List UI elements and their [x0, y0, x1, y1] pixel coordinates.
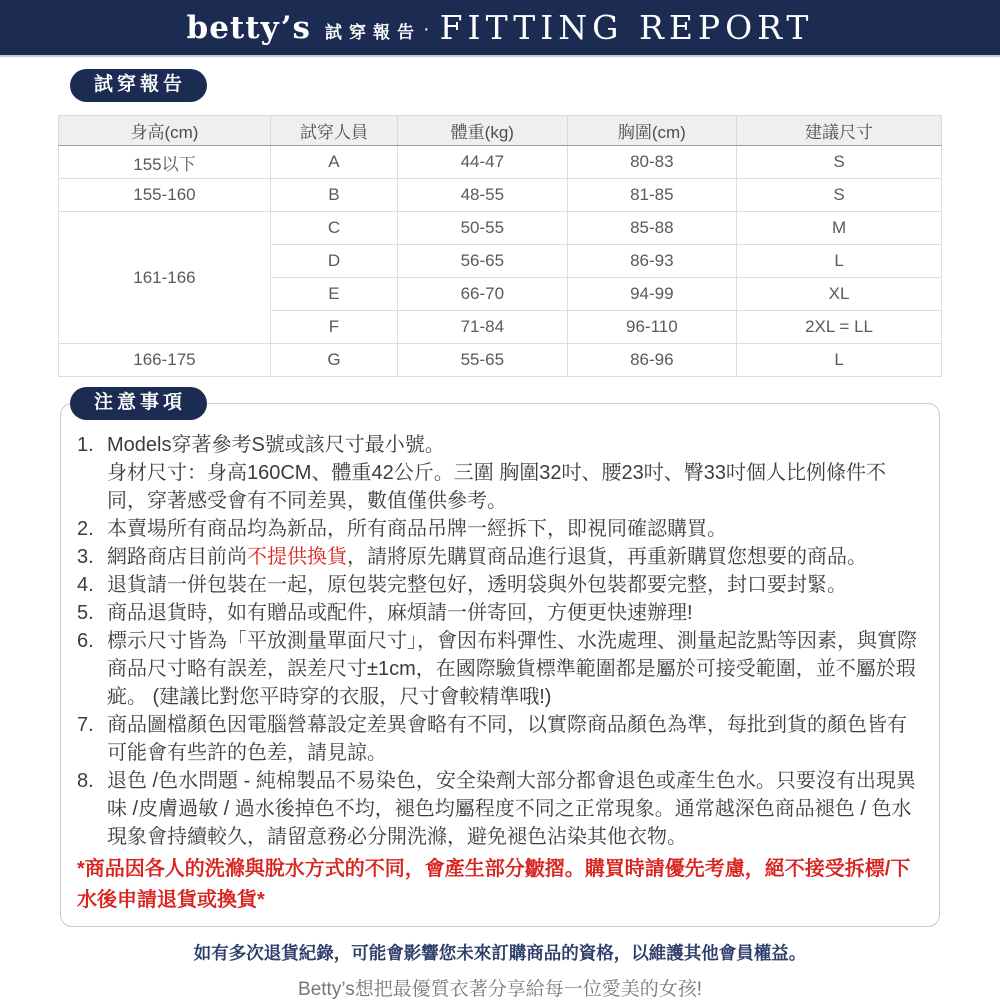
note-number: 7. [77, 714, 94, 736]
note-item [77, 627, 923, 711]
size-table-header-cell: 胸圍(cm) [567, 116, 737, 146]
table-cell: 71-84 [398, 311, 568, 344]
table-cell: XL [737, 278, 942, 311]
header-subtitle-en: FITTING REPORT [439, 8, 814, 47]
size-table-header-cell: 體重(kg) [398, 116, 568, 146]
note-number: 3. [77, 546, 94, 568]
note-number: 4. [77, 574, 94, 596]
note-paragraph [107, 627, 923, 711]
table-cell: S [737, 179, 942, 212]
note-text: 網路商店目前尚 [107, 546, 247, 568]
table-cell: 55-65 [398, 344, 568, 377]
warning-text: *商品因各人的洗滌與脫水方式的不同，會產生部分皺摺。購買時請優先考慮，絕不接受拆標/下水後申請退貨或換貨* [77, 858, 911, 911]
table-cell: S [737, 146, 942, 179]
note-item [77, 571, 923, 599]
table-row [59, 212, 942, 245]
header-bar [0, 0, 1000, 57]
note-item [77, 543, 923, 571]
note-paragraph [107, 711, 923, 767]
note-body [107, 515, 923, 543]
note-item [77, 767, 923, 851]
note-paragraph [107, 599, 923, 627]
note-body [107, 767, 923, 851]
table-cell: A [270, 146, 397, 179]
note-item [77, 599, 923, 627]
note-item [77, 711, 923, 767]
height-cell: 155-160 [59, 179, 271, 212]
header-dot-separator: · [422, 18, 430, 40]
note-paragraph [107, 767, 923, 851]
note-number: 8. [77, 770, 94, 792]
table-cell: 56-65 [398, 245, 568, 278]
table-cell: 2XL = LL [737, 311, 942, 344]
height-cell: 166-175 [59, 344, 271, 377]
notes-badge: 注意事項 [70, 387, 207, 420]
table-cell: 50-55 [398, 212, 568, 245]
table-row [59, 344, 942, 377]
table-cell: 86-96 [567, 344, 737, 377]
table-cell: M [737, 212, 942, 245]
note-text: 標示尺寸皆為「平放測量單面尺寸」，會因布料彈性、水洗處理、測量起訖點等因素，與實際商品尺寸略有誤差，誤差尺寸±1cm，在國際驗貨標準範圍都是屬於可接受範圍，並不屬於瑕疵。 (建議比對您平時穿的衣服，尺寸會較精準哦!) [107, 630, 917, 708]
note-text: 身材尺寸：身高160CM、體重42公斤。三圍 胸圍32吋、腰23吋、臀33吋個人比例條件不同，穿著感受會有不同差異，數值僅供參考。 [107, 462, 887, 512]
note-highlight-red: 不提供換貨 [247, 546, 347, 568]
header-subtitle-zh: 試穿報告 [324, 23, 421, 42]
note-paragraph [107, 571, 923, 599]
table-cell: G [270, 344, 397, 377]
table-cell: F [270, 311, 397, 344]
table-cell: 86-93 [567, 245, 737, 278]
table-cell: 66-70 [398, 278, 568, 311]
note-text: 商品退貨時，如有贈品或配件，麻煩請一併寄回，方便更快速辦理! [107, 602, 693, 624]
note-paragraph [107, 543, 923, 571]
table-cell: 81-85 [567, 179, 737, 212]
note-paragraph [107, 431, 923, 459]
note-number: 1. [77, 434, 94, 456]
note-text: 本賣場所有商品均為新品，所有商品吊牌一經拆下，即視同確認購買。 [107, 518, 727, 540]
note-text: 退貨請一併包裝在一起，原包裝完整包好，透明袋與外包裝都要完整，封口要封緊。 [107, 574, 847, 596]
note-body [107, 543, 923, 571]
note-number: 5. [77, 602, 94, 624]
table-cell: C [270, 212, 397, 245]
note-paragraph [107, 515, 923, 543]
table-cell: 96-110 [567, 311, 737, 344]
size-table-header-cell: 建議尺寸 [737, 116, 942, 146]
footer-slogan: Betty’s想把最優質衣著分享給每一位愛美的女孩! [298, 979, 702, 1000]
size-table-header-cell: 試穿人員 [270, 116, 397, 146]
table-cell: 94-99 [567, 278, 737, 311]
note-text: 商品圖檔顏色因電腦營幕設定差異會略有不同，以實際商品顏色為準，每批到貨的顏色皆有可能會有些許的色差，請見諒。 [107, 714, 907, 764]
footer-policy: 如有多次退貨紀錄，可能會影響您未來訂購商品的資格，以維護其他會員權益。 [193, 943, 807, 963]
note-body [107, 599, 923, 627]
note-text: Models穿著參考S號或該尺寸最小號。 [107, 434, 445, 456]
note-body [107, 431, 923, 515]
height-cell: 155以下 [59, 146, 271, 179]
table-row [59, 146, 942, 179]
table-cell: B [270, 179, 397, 212]
note-item [77, 515, 923, 543]
note-text: 退色 /色水問題 - 純棉製品不易染色，安全染劑大部分都會退色或產生色水。只要沒有出現異味 /皮膚過敏 / 過水後掉色不均，褪色均屬程度不同之正常現象。通常越深色商品褪色 / 色水現象會持續較久，請留意務必分開洗滌，避免褪色沾染其他衣物。 [107, 770, 916, 848]
table-cell: 44-47 [398, 146, 568, 179]
table-cell: E [270, 278, 397, 311]
size-table-header-cell: 身高(cm) [59, 116, 271, 146]
brand-logo: betty’s [186, 9, 311, 46]
note-number: 2. [77, 518, 94, 540]
table-cell: L [737, 245, 942, 278]
note-paragraph [107, 459, 923, 515]
fitting-report-badge: 試穿報告 [70, 69, 207, 102]
table-cell: 80-83 [567, 146, 737, 179]
note-text: ，請將原先購買商品進行退貨，再重新購買您想要的商品。 [347, 546, 867, 568]
note-body [107, 627, 923, 711]
height-cell: 161-166 [59, 212, 271, 344]
note-number: 6. [77, 630, 94, 652]
note-body [107, 711, 923, 767]
notes-section [60, 392, 940, 927]
size-table [58, 115, 942, 377]
note-body [107, 571, 923, 599]
table-cell: D [270, 245, 397, 278]
table-cell: 85-88 [567, 212, 737, 245]
table-cell: L [737, 344, 942, 377]
table-cell: 48-55 [398, 179, 568, 212]
note-item [77, 431, 923, 515]
size-table-header-row [59, 116, 942, 146]
notes-list [77, 431, 923, 851]
table-row [59, 179, 942, 212]
